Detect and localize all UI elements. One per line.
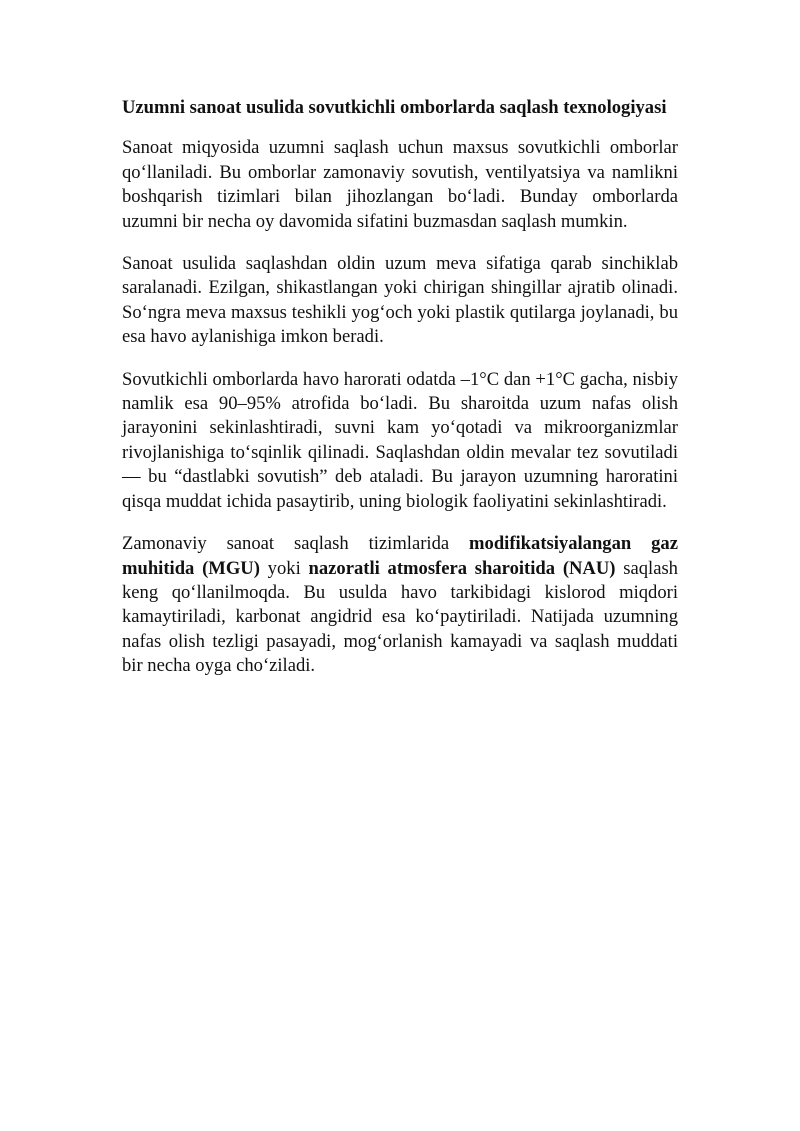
paragraph-text-part: yoki	[259, 557, 309, 579]
paragraph-text-part: saqlash keng qo‘llanilmoqda. Bu usulda havo tarkibidagi kislorod miqdori kamaytiriladi, karbonat angidrid esa ko‘paytiriladi. Natijada uzumning nafas olish tezligi pasayadi, mog‘orlanish kamayadi va saqlash muddati bir necha oyga cho‘ziladi.	[122, 557, 678, 677]
bold-term-mgu: modifikatsiyalangan gaz muhitida (MGU)	[122, 533, 678, 579]
paragraph-text-part: Zamonaviy sanoat saqlash tizimlarida	[122, 533, 470, 555]
paragraph-temperature-humidity: Sovutkichli omborlarda havo harorati odatda –1°C dan +1°C gacha, nisbiy namlik esa 90–95% atrofida bo‘ladi. Bu sharoitda uzum nafas olish jarayonini sekinlashtiradi, suvni kam yo‘qotadi va mikroorganizmlar rivojlanishiga to‘sqinlik qilinadi. Saqlashdan oldin mevalar tez sovutiladi — bu “dastlabki sovutish” deb ataladi. Bu jarayon uzumning haroratini qisqa muddat ichida pasaytirib, uning biologik faoliyatini sekinlashtiradi.	[122, 368, 678, 512]
bold-term-nau: nazoratli atmosfera sharoitida (NAU)	[308, 557, 616, 579]
document-page	[122, 96, 678, 697]
paragraph-sorting-packing: Sanoat usulida saqlashdan oldin uzum meva sifatiga qarab sinchiklab saralanadi. Ezilgan, shikastlangan yoki chirigan shingillar ajratib olinadi. So‘ngra meva maxsus teshikli yog‘och yoki plastik qutilarga joylanadi, bu esa havo aylanishiga imkon beradi.	[122, 253, 678, 348]
paragraph-cold-storage-intro: Sanoat miqyosida uzumni saqlash uchun maxsus sovutkichli omborlar qo‘llaniladi. Bu omborlar zamonaviy sovutish, ventilyatsiya va namlikni boshqarish tizimlari bilan jihozlangan bo‘ladi. Bunday omborlarda uzumni bir necha oy davomida sifatini buzmasdan saqlash mumkin.	[122, 137, 678, 232]
paragraph-modified-atmosphere	[122, 532, 678, 678]
document-title: Uzumni sanoat usulida sovutkichli omborlarda saqlash texnologiyasi	[122, 97, 667, 118]
